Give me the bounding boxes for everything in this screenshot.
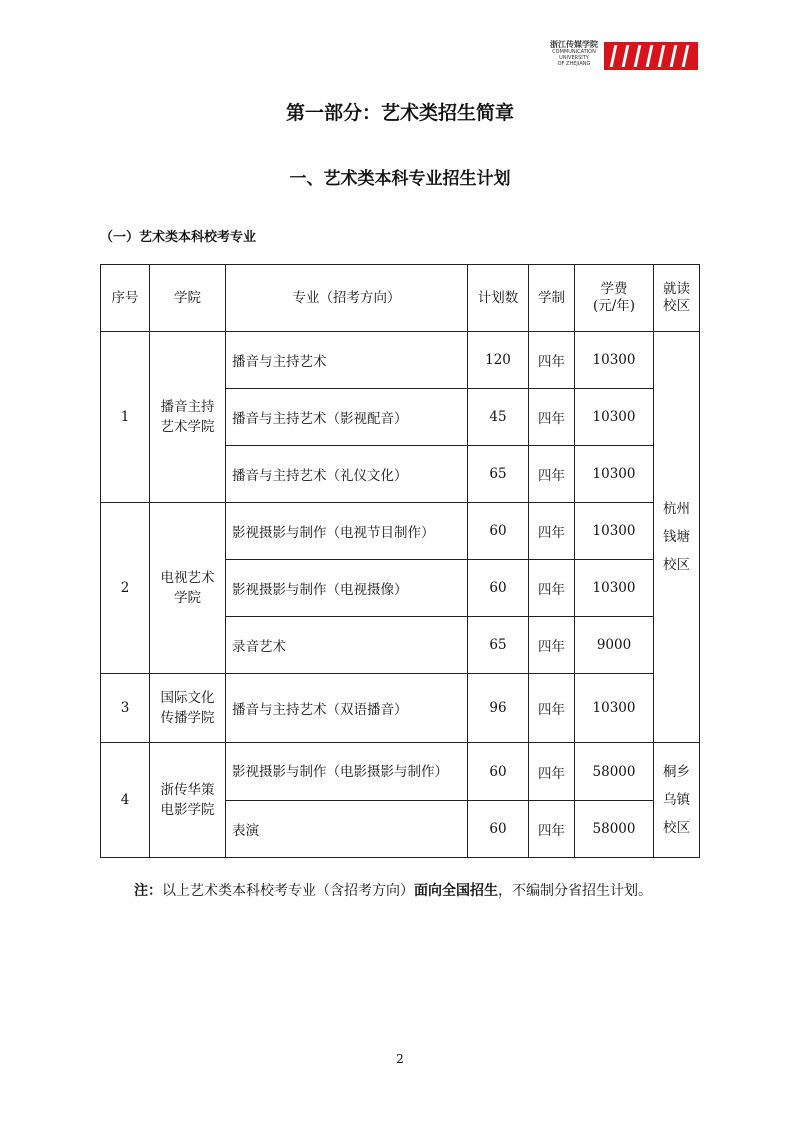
plan-cell: 60 <box>468 503 529 560</box>
plan-cell: 120 <box>468 332 529 389</box>
college-line2: 传播学院 <box>160 710 215 726</box>
college-line2: 学院 <box>174 590 201 606</box>
table-row <box>101 503 700 560</box>
campus-line1: 杭州 <box>663 501 690 517</box>
campus-line3: 校区 <box>663 820 690 836</box>
group-college <box>150 503 226 674</box>
plan-cell: 60 <box>468 743 529 801</box>
header-campus-line2: 校区 <box>663 298 690 314</box>
years-cell: 四年 <box>529 674 575 743</box>
table-row <box>101 743 700 801</box>
college-line1: 国际文化 <box>160 690 215 706</box>
note-text-1: 以上艺术类本科校考专业（含招考方向） <box>162 883 414 899</box>
table-row <box>101 674 700 743</box>
years-cell: 四年 <box>529 389 575 446</box>
major-cell: 影视摄影与制作（电视摄像） <box>226 560 468 617</box>
group-no: 3 <box>101 674 150 743</box>
fee-cell: 10300 <box>575 503 654 560</box>
header-no: 序号 <box>101 265 150 332</box>
header-years: 学制 <box>529 265 575 332</box>
major-cell: 表演 <box>226 801 468 858</box>
college-line1: 浙传华策 <box>160 782 215 798</box>
years-cell: 四年 <box>529 503 575 560</box>
major-cell: 播音与主持艺术（双语播音） <box>226 674 468 743</box>
years-cell: 四年 <box>529 446 575 503</box>
major-cell: 影视摄影与制作（电视节目制作） <box>226 503 468 560</box>
college-line1: 电视艺术 <box>160 570 215 586</box>
campus-line2: 钱塘 <box>663 529 690 545</box>
header-fee-line1: 学费 <box>600 281 628 297</box>
note-text-2: ，不编制分省招生计划。 <box>498 883 652 899</box>
page-number: 2 <box>396 1052 404 1066</box>
logo-english-line-1: COMMUNICATION <box>552 49 596 55</box>
header-major: 专业（招考方向） <box>226 265 468 332</box>
group-college <box>150 332 226 503</box>
campus-line3: 校区 <box>663 557 690 573</box>
college-line2: 艺术学院 <box>160 419 215 435</box>
logo-english-line-3: OF ZHEJIANG <box>557 61 591 67</box>
years-cell: 四年 <box>529 801 575 858</box>
subsection-title: （一）艺术类本科校考专业 <box>100 230 257 245</box>
group-college <box>150 743 226 858</box>
fee-cell: 58000 <box>575 801 654 858</box>
header-campus-line1: 就读 <box>663 281 690 297</box>
logo-english-line-2: UNIVERSITY <box>559 55 589 61</box>
admission-plan-table <box>100 264 700 858</box>
page-title: 第一部分：艺术类招生简章 <box>285 102 514 124</box>
plan-cell: 96 <box>468 674 529 743</box>
major-cell: 录音艺术 <box>226 617 468 674</box>
plan-cell: 65 <box>468 446 529 503</box>
plan-cell: 60 <box>468 560 529 617</box>
header-campus <box>654 265 700 332</box>
note-label: 注： <box>134 883 162 899</box>
logo-red-stripes-icon <box>604 42 698 70</box>
fee-cell: 10300 <box>575 446 654 503</box>
plan-cell: 45 <box>468 389 529 446</box>
years-cell: 四年 <box>529 560 575 617</box>
table-row <box>101 332 700 389</box>
header-fee-line2: (元/年) <box>592 298 636 314</box>
years-cell: 四年 <box>529 743 575 801</box>
years-cell: 四年 <box>529 332 575 389</box>
major-cell: 播音与主持艺术（影视配音） <box>226 389 468 446</box>
table-note <box>100 872 700 910</box>
major-cell: 播音与主持艺术 <box>226 332 468 389</box>
fee-cell: 10300 <box>575 560 654 617</box>
group-college <box>150 674 226 743</box>
years-cell: 四年 <box>529 617 575 674</box>
campus-line2: 乌镇 <box>663 792 690 808</box>
note-bold-text: 面向全国招生 <box>414 883 498 899</box>
college-line2: 电影学院 <box>160 802 215 818</box>
group-no: 4 <box>101 743 150 858</box>
fee-cell: 58000 <box>575 743 654 801</box>
fee-cell: 10300 <box>575 332 654 389</box>
header-fee <box>575 265 654 332</box>
major-cell: 影视摄影与制作（电影摄影与制作） <box>226 743 468 801</box>
header-plan: 计划数 <box>468 265 529 332</box>
header-college: 学院 <box>150 265 226 332</box>
plan-cell: 60 <box>468 801 529 858</box>
university-logo <box>548 38 698 74</box>
campus-cell <box>654 743 700 858</box>
fee-cell: 10300 <box>575 389 654 446</box>
section-title: 一、艺术类本科专业招生计划 <box>289 169 511 189</box>
logo-text <box>548 40 600 67</box>
campus-line1: 桐乡 <box>663 764 690 780</box>
plan-cell: 65 <box>468 617 529 674</box>
group-no: 2 <box>101 503 150 674</box>
logo-chinese-name: 浙江传媒学院 <box>550 39 598 49</box>
fee-cell: 10300 <box>575 674 654 743</box>
fee-cell: 9000 <box>575 617 654 674</box>
group-no: 1 <box>101 332 150 503</box>
college-line1: 播音主持 <box>160 399 215 415</box>
campus-cell <box>654 332 700 743</box>
major-cell: 播音与主持艺术（礼仪文化） <box>226 446 468 503</box>
table-header-row <box>101 265 700 332</box>
